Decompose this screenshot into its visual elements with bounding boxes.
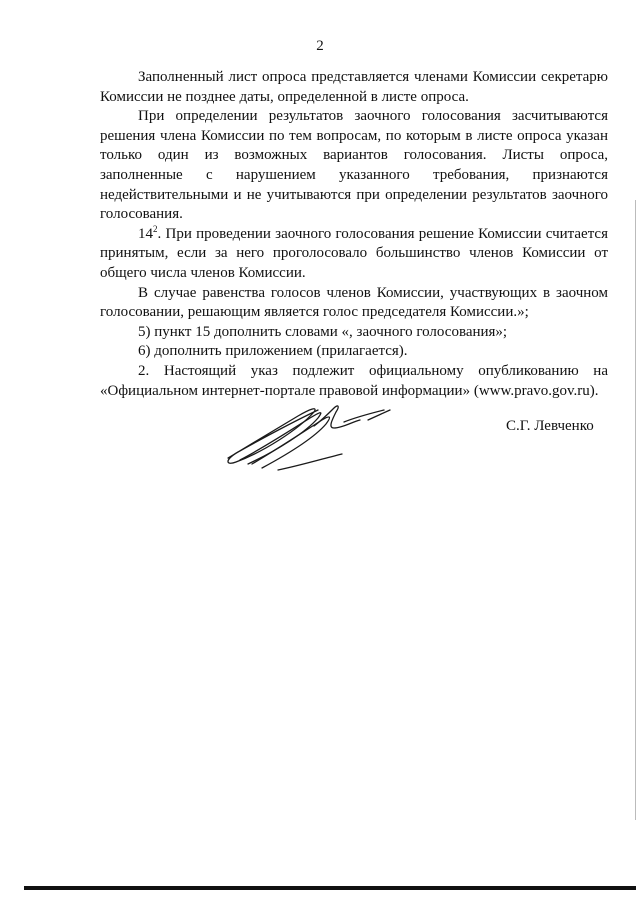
paragraph-publication: 2. Настоящий указ подлежит официальному опубликованию на «Официальном интернет-портале правовой информации» (www.pravo.gov.ru). <box>100 362 608 399</box>
clause-number: 14 <box>138 225 153 242</box>
page-number: 2 <box>316 38 324 54</box>
document-body <box>100 68 608 401</box>
paragraph-results-counting: При определении результатов заочного голосования засчитываются решения члена Комиссии по тем вопросам, по которым в листе опроса указан только один из возможных вариантов голосования. Листы опроса, заполненные с нарушением указанного требования, признаются недействительными и не учитываются при определении результатов заочного голосования. <box>100 108 608 223</box>
scan-edge-line <box>635 200 636 820</box>
paragraph-14-2 <box>100 225 608 284</box>
clause-text: . При проведении заочного голосования решение Комиссии считается принятым, если за него проголосовало большинство членов Комиссии от общего числа членов Комиссии. <box>100 225 608 281</box>
paragraph-item-5: 5) пункт 15 дополнить словами «, заочного голосования»; <box>138 323 508 340</box>
paragraph-item-6: 6) дополнить приложением (прилагается). <box>138 343 408 360</box>
bottom-border-line <box>24 886 636 890</box>
paragraph-tie-vote: В случае равенства голосов членов Комиссии, участвующих в заочном голосовании, решающим является голос председателя Комиссии.»; <box>100 284 608 321</box>
signatory-name: С.Г. Левченко <box>506 418 594 434</box>
handwritten-signature <box>218 396 398 476</box>
clause-superscript: 2 <box>153 223 158 234</box>
paragraph-survey-submission: Заполненный лист опроса представляется членами Комиссии секретарю Комиссии не позднее даты, определенной в листе опроса. <box>100 69 608 105</box>
